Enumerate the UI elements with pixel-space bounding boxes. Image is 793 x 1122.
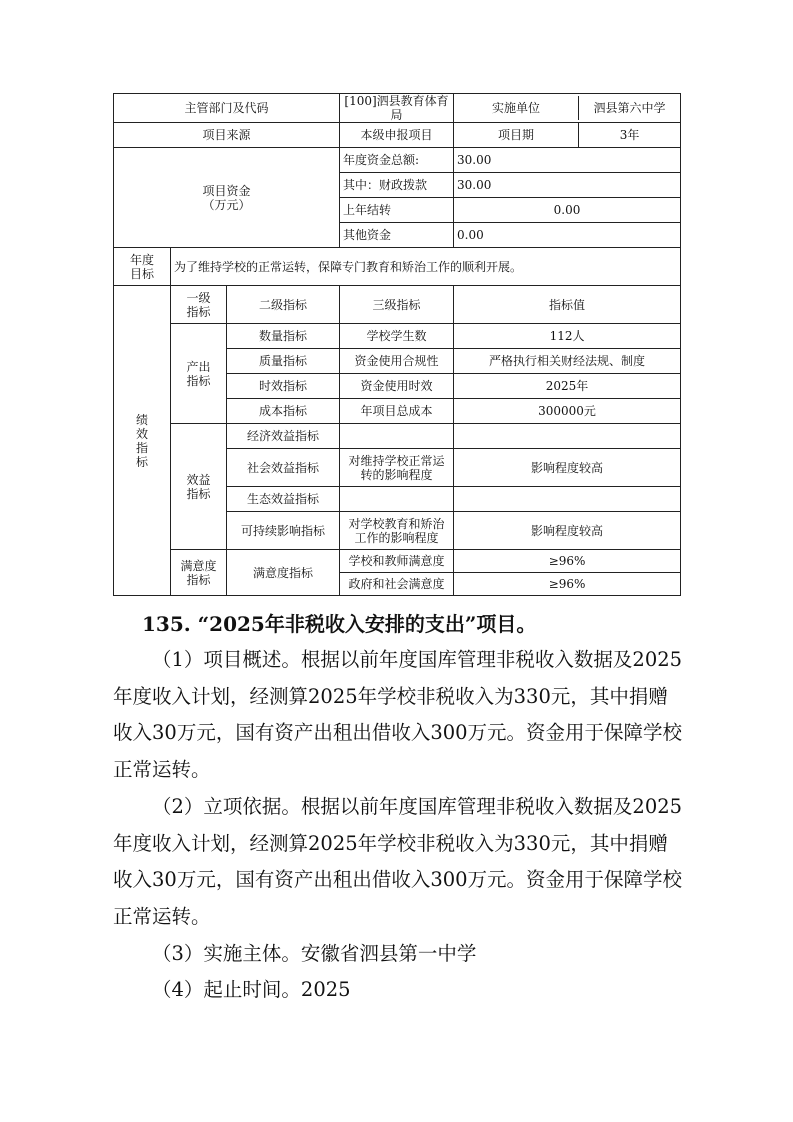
section-body <box>113 606 683 1009</box>
level2-cell: 时效指标 <box>227 374 340 399</box>
section-heading: 135. “2025年非税收入安排的支出”项目。 <box>142 612 537 636</box>
paragraph-period: （4）起止时间。2025 <box>152 978 351 1002</box>
table-row <box>114 550 681 573</box>
annual-goal-text: 为了维持学校的正常运转，保障专门教育和矫治工作的顺利开展。 <box>171 248 681 286</box>
period-value: 3年 <box>619 128 640 142</box>
dept-value: [100]泗县教育体育局 <box>340 94 454 123</box>
value-cell: 300000元 <box>454 399 681 424</box>
level3-cell: 政府和社会满意度 <box>340 573 454 596</box>
table-row <box>114 286 681 324</box>
funds-label: 项目资金（万元） <box>114 148 340 248</box>
header-value: 指标值 <box>454 286 681 324</box>
table-row <box>114 324 681 349</box>
value-cell: 112人 <box>454 324 681 349</box>
funds-carryover-value: 0.00 <box>454 198 681 223</box>
level2-cell: 可持续影响指标 <box>227 512 340 550</box>
level2-cell: 成本指标 <box>227 399 340 424</box>
unit-value: 泗县第六中学 <box>593 101 666 115</box>
level2-cell: 经济效益指标 <box>227 424 340 449</box>
table-row <box>114 248 681 286</box>
funds-other-label: 其他资金 <box>340 223 454 248</box>
source-value: 本级申报项目 <box>340 123 454 148</box>
table-row <box>114 148 681 173</box>
level3-cell <box>340 487 454 512</box>
paragraph-basis: （2）立项依据。根据以前年度国库管理非税收入数据及2025年度收入计划，经测算2025年学校非税收入为330元，其中捐赠收入30万元，国有资产出租出借收入300万元。资金用于保障学校正常运转。 <box>113 794 683 928</box>
header-level2: 二级指标 <box>227 286 340 324</box>
period-label: 项目期 <box>454 123 579 147</box>
funds-fiscal-label: 其中：财政拨款 <box>340 173 454 198</box>
level2-cell: 数量指标 <box>227 324 340 349</box>
table-row <box>114 123 681 148</box>
funds-carryover-label: 上年结转 <box>340 198 454 223</box>
level3-cell: 资金使用合规性 <box>340 349 454 374</box>
header-level1: 一级指标 <box>171 286 227 324</box>
level2-cell: 质量指标 <box>227 349 340 374</box>
value-cell <box>454 424 681 449</box>
level3-cell: 学校和教师满意度 <box>340 550 454 573</box>
value-cell: 2025年 <box>454 374 681 399</box>
level2-cell: 生态效益指标 <box>227 487 340 512</box>
source-label: 项目来源 <box>114 123 340 148</box>
value-cell <box>454 487 681 512</box>
level3-cell: 对学校教育和矫治工作的影响程度 <box>340 512 454 550</box>
satisfaction-l2: 满意度指标 <box>227 550 340 596</box>
level2-cell: 社会效益指标 <box>227 449 340 487</box>
level3-cell: 对维持学校正常运转的影响程度 <box>340 449 454 487</box>
funds-total-label: 年度资金总额: <box>340 148 454 173</box>
funds-total-value: 30.00 <box>454 148 681 173</box>
level3-cell: 资金使用时效 <box>340 374 454 399</box>
header-level3: 三级指标 <box>340 286 454 324</box>
dept-label: 主管部门及代码 <box>114 94 340 123</box>
funds-other-value: 0.00 <box>454 223 681 248</box>
table-row <box>114 94 681 123</box>
satisfaction-label: 满意度指标 <box>171 550 227 596</box>
value-cell: 影响程度较高 <box>454 512 681 550</box>
level3-cell: 年项目总成本 <box>340 399 454 424</box>
performance-table <box>113 93 681 596</box>
value-cell: 严格执行相关财经法规、制度 <box>454 349 681 374</box>
value-cell: ≥96% <box>454 573 681 596</box>
funds-fiscal-value: 30.00 <box>454 173 681 198</box>
level3-cell: 学校学生数 <box>340 324 454 349</box>
table-row <box>114 424 681 449</box>
output-label: 产出指标 <box>171 324 227 424</box>
unit-label: 实施单位 <box>454 96 579 120</box>
level3-cell <box>340 424 454 449</box>
paragraph-implementer: （3）实施主体。安徽省泗县第一中学 <box>152 941 477 965</box>
value-cell: ≥96% <box>454 550 681 573</box>
benefit-label: 效益指标 <box>171 424 227 550</box>
annual-goal-label: 年度目标 <box>114 248 171 286</box>
perf-label: 绩效指标 <box>114 286 171 596</box>
paragraph-overview: （1）项目概述。根据以前年度国库管理非税收入数据及2025年度收入计划，经测算2025年学校非税收入为330元，其中捐赠收入30万元，国有资产出租出借收入300万元。资金用于保障学校正常运转。 <box>113 648 683 782</box>
value-cell: 影响程度较高 <box>454 449 681 487</box>
